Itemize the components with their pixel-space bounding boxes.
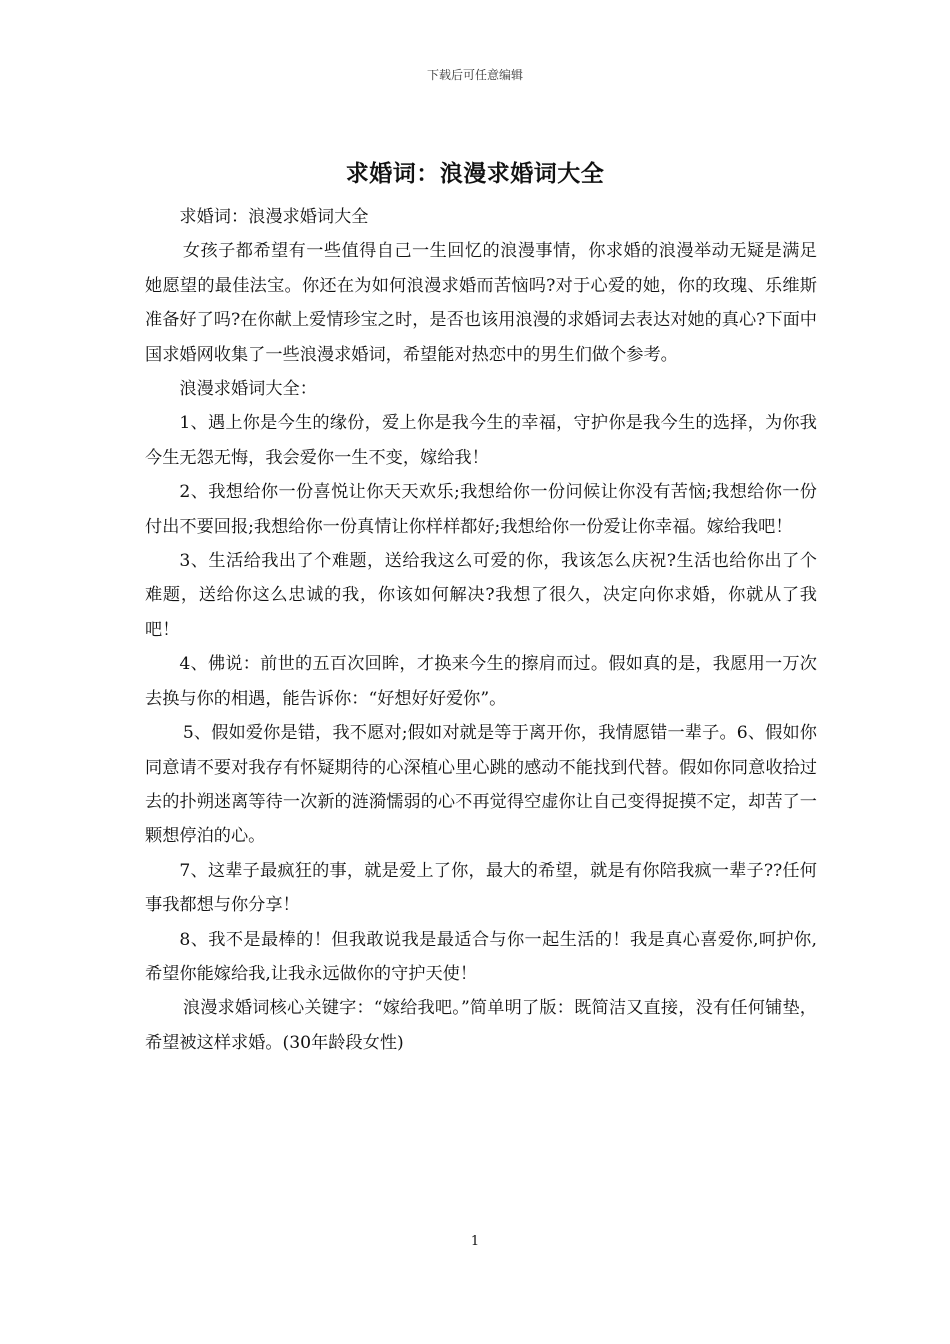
paragraph-keywords: 浪漫求婚词核心关键字：“嫁给我吧。”简单明了版：既简洁又直接，没有任何铺垫，希望被这样求婚。(30年龄段女性) bbox=[145, 998, 817, 1053]
paragraph-item-4: 4、佛说：前世的五百次回眸，才换来今生的擦肩而过。假如真的是，我愿用一万次去换与你的相遇，能告诉你：“好想好好爱你”。 bbox=[145, 654, 817, 709]
paragraph-item-2: 2、我想给你一份喜悦让你天天欢乐;我想给你一份问候让你没有苦恼;我想给你一份付出不要回报;我想给你一份真情让你样样都好;我想给你一份爱让你幸福。嫁给我吧！ bbox=[145, 482, 817, 537]
paragraph-item-8: 8、我不是最棒的！但我敢说我是最适合与你一起生活的！我是真心喜爱你,呵护你,希望你能嫁给我,让我永远做你的守护天使！ bbox=[145, 929, 817, 984]
paragraph-intro: 女孩子都希望有一些值得自己一生回忆的浪漫事情，你求婚的浪漫举动无疑是满足她愿望的最佳法宝。你还在为如何浪漫求婚而苦恼吗?对于心爱的她，你的玫瑰、乐维斯准备好了吗?在你献上爱情珍宝之时，是否也该用浪漫的求婚词去表达对她的真心?下面中国求婚网收集了一些浪漫求婚词，希望能对热恋中的男生们做个参考。 bbox=[145, 241, 817, 365]
paragraph-item-3: 3、生活给我出了个难题，送给我这么可爱的你，我该怎么庆祝?生活也给你出了个难题，送给你这么忠诚的我，你该如何解决?我想了很久，决定向你求婚，你就从了我吧！ bbox=[145, 551, 817, 640]
paragraph-subtitle: 求婚词：浪漫求婚词大全 bbox=[179, 207, 369, 227]
paragraph-list-heading: 浪漫求婚词大全： bbox=[179, 379, 317, 400]
paragraph-item-1: 1、遇上你是今生的缘份，爱上你是我今生的幸福，守护你是我今生的选择，为你我今生无怨无悔，我会爱你一生不变，嫁给我！ bbox=[145, 413, 817, 468]
header-note: 下载后可任意编辑 bbox=[426, 68, 523, 82]
document-title: 求婚词：浪漫求婚词大全 bbox=[345, 160, 605, 187]
paragraph-item-5-6: 5、假如爱你是错，我不愿对;假如对就是等于离开你，我情愿错一辈子。6、假如你同意请不要对我存有怀疑期待的心深植心里心跳的感动不能找到代替。假如你同意收拾过去的扑朔迷离等待一次新的涟漪懦弱的心不再觉得空虚你让自己变得捉摸不定，却苦了一颗想停泊的心。 bbox=[145, 723, 817, 847]
document-body bbox=[145, 200, 817, 1060]
page-number: 1 bbox=[470, 1234, 480, 1249]
paragraph-item-7: 7、这辈子最疯狂的事，就是爱上了你，最大的希望，就是有你陪我疯一辈子??任何事我都想与你分享！ bbox=[145, 860, 817, 916]
